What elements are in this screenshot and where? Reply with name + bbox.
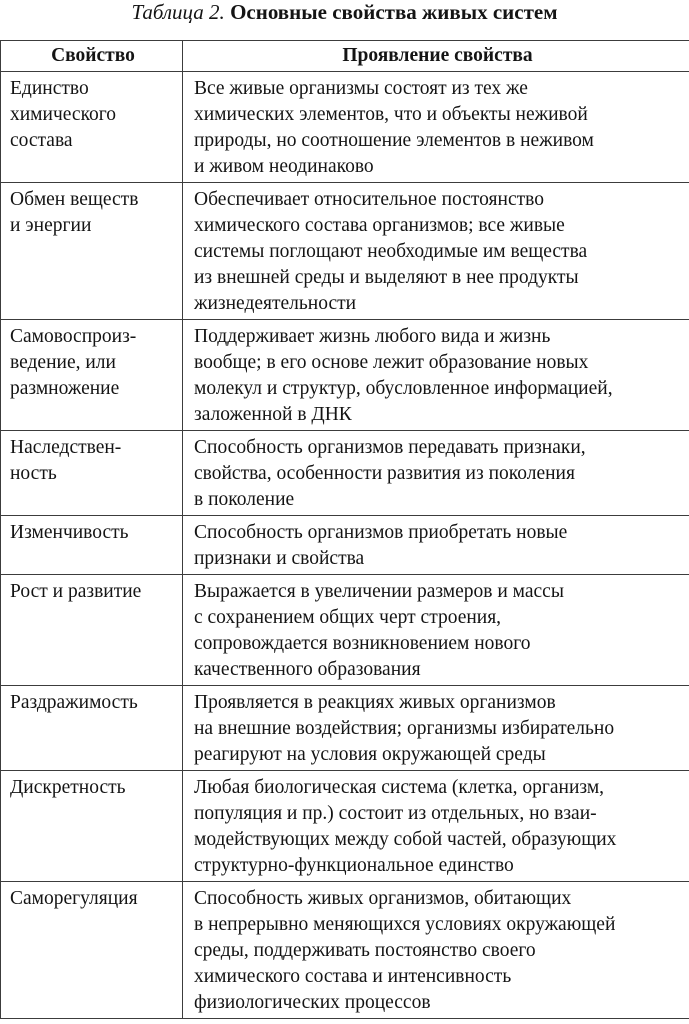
table-row — [1, 882, 689, 1019]
manifestation-text-line: на внешние воздействия; организмы избирательно — [194, 718, 615, 739]
property-text-line: состава — [10, 130, 73, 151]
property-text-line: химического — [10, 104, 117, 125]
manifestation-text-line: химического состава и интенсивность — [194, 966, 512, 987]
manifestation-text-line: популяция и пр.) состоит из отдельных, но взаи- — [194, 803, 597, 824]
manifestation-text-line: в непрерывно меняющихся условиях окружающей — [194, 914, 616, 935]
manifestation-text-line: из внешней среды и выделяют в нее продукты — [194, 267, 579, 288]
table-row — [1, 771, 689, 882]
property-text-line: Наследствен- — [10, 437, 122, 458]
table-body — [1, 72, 689, 1019]
property-cell — [1, 72, 183, 183]
header-property: Свойство — [1, 41, 183, 72]
manifestation-cell — [183, 882, 689, 1019]
manifestation-text-line: природы, но соотношение элементов в неживом — [194, 130, 594, 151]
property-cell — [1, 516, 183, 575]
manifestation-text-line: модействующих между собой частей, образующих — [194, 829, 617, 850]
table-row — [1, 72, 689, 183]
manifestation-cell — [183, 771, 689, 882]
manifestation-text-line: с сохранением общих черт строения, — [194, 607, 502, 628]
property-text-line: ность — [10, 463, 57, 484]
table-row — [1, 516, 689, 575]
manifestation-cell — [183, 516, 689, 575]
property-cell — [1, 575, 183, 686]
manifestation-text-line: среды, поддерживать постоянство своего — [194, 940, 536, 961]
properties-table — [0, 40, 689, 1019]
property-text-line: ведение, или — [10, 352, 116, 373]
table-number: Таблица 2. — [131, 0, 225, 24]
manifestation-cell — [183, 320, 689, 431]
property-text-line: Самовоспроиз- — [10, 326, 137, 347]
table-caption — [0, 0, 689, 30]
property-cell — [1, 431, 183, 516]
property-cell — [1, 882, 183, 1019]
manifestation-text-line: в поколение — [194, 489, 295, 510]
manifestation-cell — [183, 72, 689, 183]
manifestation-text-line: жизнедеятельности — [194, 293, 357, 314]
manifestation-text-line: заложенной в ДНК — [194, 404, 352, 425]
table-header-row — [1, 41, 689, 72]
manifestation-text-line: признаки и свойства — [194, 548, 365, 569]
manifestation-text-line: качественного образования — [194, 659, 421, 680]
manifestation-text-line: Поддерживает жизнь любого вида и жизнь — [194, 326, 551, 347]
manifestation-text-line: структурно-функциональное единство — [194, 855, 514, 876]
manifestation-text-line: молекул и структур, обусловленное информацией, — [194, 378, 613, 399]
manifestation-text-line: Способность организмов приобретать новые — [194, 522, 568, 543]
manifestation-cell — [183, 431, 689, 516]
manifestation-text-line: реагируют на условия окружающей среды — [194, 744, 546, 765]
property-text-line: Изменчивость — [10, 522, 129, 543]
manifestation-text-line: и живом неодинаково — [194, 156, 374, 177]
manifestation-cell — [183, 183, 689, 320]
manifestation-text-line: Все живые организмы состоят из тех же — [194, 78, 528, 99]
manifestation-text-line: химических элементов, что и объекты неживой — [194, 104, 588, 125]
manifestation-text-line: системы поглощают необходимые им вещества — [194, 241, 588, 262]
table-row — [1, 686, 689, 771]
manifestation-text-line: Способность живых организмов, обитающих — [194, 888, 572, 909]
property-cell — [1, 183, 183, 320]
property-text-line: Обмен веществ — [10, 189, 139, 210]
property-text-line: Дискретность — [10, 777, 126, 798]
manifestation-text-line: физиологических процессов — [194, 992, 431, 1013]
manifestation-text-line: Выражается в увеличении размеров и массы — [194, 581, 564, 602]
manifestation-text-line: вообще; в его основе лежит образование новых — [194, 352, 589, 373]
table-row — [1, 320, 689, 431]
manifestation-cell — [183, 686, 689, 771]
header-manifestation: Проявление свойства — [183, 41, 689, 72]
manifestation-text-line: химического состава организмов; все живые — [194, 215, 565, 236]
property-cell — [1, 686, 183, 771]
table-row — [1, 431, 689, 516]
table-title: Основные свойства живых систем — [230, 0, 558, 24]
property-text-line: Раздражимость — [10, 692, 138, 713]
property-text-line: Рост и развитие — [10, 581, 142, 602]
property-cell — [1, 771, 183, 882]
manifestation-cell — [183, 575, 689, 686]
manifestation-text-line: свойства, особенности развития из поколения — [194, 463, 575, 484]
table-row — [1, 575, 689, 686]
table-row — [1, 183, 689, 320]
manifestation-text-line: Обеспечивает относительное постоянство — [194, 189, 544, 210]
property-text-line: и энергии — [10, 215, 92, 236]
manifestation-text-line: Любая биологическая система (клетка, организм, — [194, 777, 605, 798]
manifestation-text-line: Способность организмов передавать признаки, — [194, 437, 586, 458]
property-text-line: размножение — [10, 378, 120, 399]
manifestation-text-line: Проявляется в реакциях живых организмов — [194, 692, 556, 713]
property-cell — [1, 320, 183, 431]
manifestation-text-line: сопровождается возникновением нового — [194, 633, 531, 654]
property-text-line: Единство — [10, 78, 89, 99]
property-text-line: Саморегуляция — [10, 888, 138, 909]
